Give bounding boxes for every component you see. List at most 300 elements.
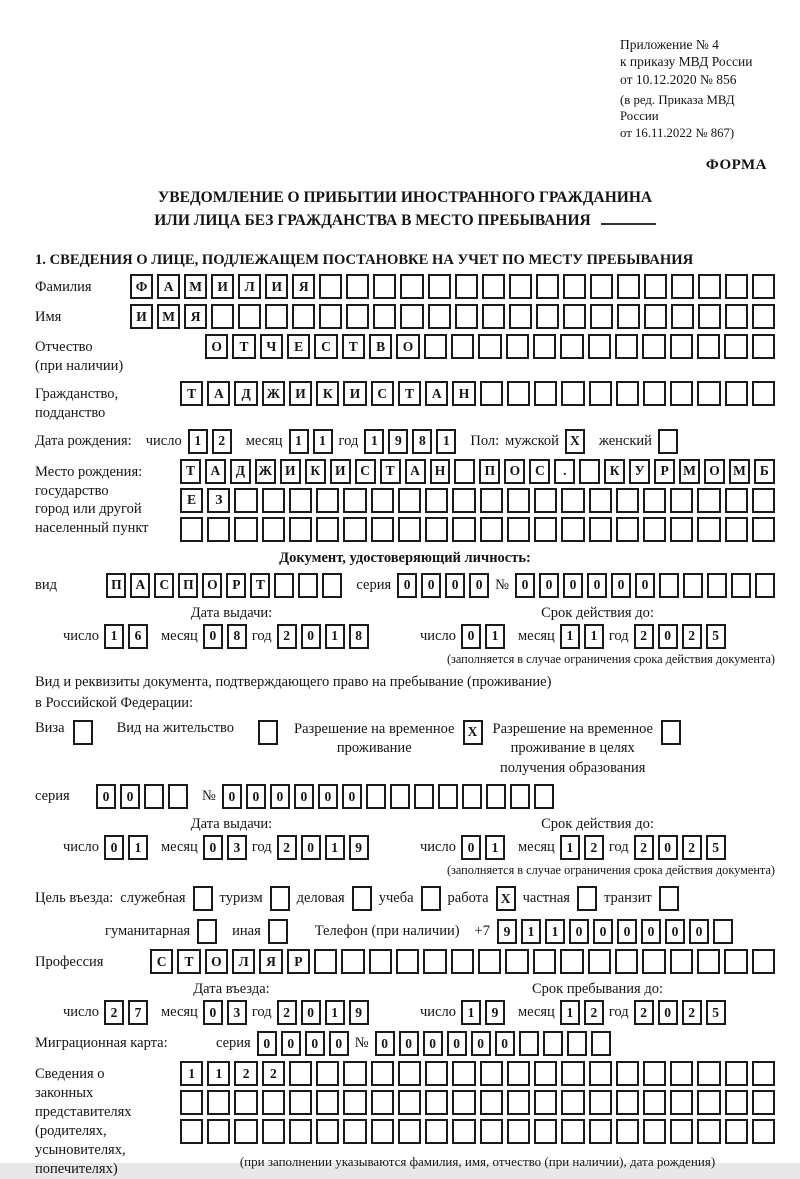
phone-number-cell[interactable]: 9 bbox=[497, 919, 517, 944]
birth-place-line1-cell[interactable]: С bbox=[529, 459, 550, 484]
citizenship-cell[interactable] bbox=[561, 381, 584, 406]
legal-reps-line3-cell[interactable] bbox=[589, 1119, 612, 1144]
legal-reps-line2-cell[interactable] bbox=[180, 1090, 203, 1115]
patronymic-cell[interactable] bbox=[642, 334, 665, 359]
permit-number-cell[interactable] bbox=[486, 784, 506, 809]
profession-cell[interactable] bbox=[752, 949, 775, 974]
permit-number-cell[interactable] bbox=[462, 784, 482, 809]
legal-reps-line3-cell[interactable] bbox=[616, 1119, 639, 1144]
birth-place-line1-cell[interactable]: К bbox=[604, 459, 625, 484]
birth-place-line3-cell[interactable] bbox=[234, 517, 257, 542]
birth-place-line2-cell[interactable] bbox=[234, 488, 257, 513]
patronymic-cell[interactable] bbox=[670, 334, 693, 359]
mig-number-cell[interactable]: 0 bbox=[495, 1031, 515, 1056]
birth-place-line3-cell[interactable] bbox=[534, 517, 557, 542]
legal-reps-line1-cell[interactable] bbox=[725, 1061, 748, 1086]
permit-issue-year-cell[interactable]: 2 bbox=[277, 835, 297, 860]
citizenship-cell[interactable]: К bbox=[316, 381, 339, 406]
birth-year-cell[interactable]: 1 bbox=[436, 429, 456, 454]
doc-kind-cell[interactable]: Р bbox=[226, 573, 246, 598]
birth-day-cell[interactable]: 1 bbox=[188, 429, 208, 454]
legal-reps-line2-cell[interactable] bbox=[316, 1090, 339, 1115]
birth-place-line2-cell[interactable] bbox=[643, 488, 666, 513]
patronymic-cell[interactable] bbox=[506, 334, 529, 359]
mig-series-cell[interactable]: 0 bbox=[257, 1031, 277, 1056]
permit-number-cell[interactable] bbox=[510, 784, 530, 809]
legal-reps-line1-cell[interactable] bbox=[534, 1061, 557, 1086]
surname-cell[interactable] bbox=[373, 274, 396, 299]
legal-reps-line3-cell[interactable] bbox=[534, 1119, 557, 1144]
mig-series-cell[interactable]: 0 bbox=[305, 1031, 325, 1056]
given-name-cell[interactable] bbox=[211, 304, 234, 329]
birth-place-line3-cell[interactable] bbox=[207, 517, 230, 542]
permit-number-cell[interactable]: 0 bbox=[246, 784, 266, 809]
doc-kind-cell[interactable]: С bbox=[154, 573, 174, 598]
surname-cell[interactable] bbox=[536, 274, 559, 299]
patronymic-cell[interactable]: О bbox=[396, 334, 419, 359]
legal-reps-line2-cell[interactable] bbox=[343, 1090, 366, 1115]
surname-cell[interactable] bbox=[752, 274, 775, 299]
citizenship-cell[interactable]: С bbox=[371, 381, 394, 406]
birth-place-line3-cell[interactable] bbox=[697, 517, 720, 542]
surname-cell[interactable]: Я bbox=[292, 274, 315, 299]
given-name-cell[interactable] bbox=[455, 304, 478, 329]
legal-reps-line1-cell[interactable] bbox=[452, 1061, 475, 1086]
permit-issue-month-cell[interactable]: 3 bbox=[227, 835, 247, 860]
mig-series-cell[interactable]: 0 bbox=[329, 1031, 349, 1056]
doc-number-cell[interactable]: 0 bbox=[515, 573, 535, 598]
entry-year-cell[interactable]: 9 bbox=[349, 1000, 369, 1025]
purpose-official-checkbox-cell[interactable] bbox=[193, 886, 213, 911]
given-name-cell[interactable] bbox=[644, 304, 667, 329]
legal-reps-line3-cell[interactable] bbox=[180, 1119, 203, 1144]
legal-reps-line2-cell[interactable] bbox=[643, 1090, 666, 1115]
doc-issue-day-cell[interactable]: 6 bbox=[128, 624, 148, 649]
birth-place-line3-cell[interactable] bbox=[643, 517, 666, 542]
birth-place-line2-cell[interactable]: Е bbox=[180, 488, 203, 513]
permit-series-cell[interactable] bbox=[144, 784, 164, 809]
patronymic-cell[interactable]: О bbox=[205, 334, 228, 359]
permit-number-cell[interactable]: 0 bbox=[318, 784, 338, 809]
permit-issue-month-cell[interactable]: 0 bbox=[203, 835, 223, 860]
profession-cell[interactable] bbox=[670, 949, 693, 974]
birth-place-line1-cell[interactable] bbox=[579, 459, 600, 484]
stay-year-cell[interactable]: 0 bbox=[658, 1000, 678, 1025]
birth-place-line1-cell[interactable]: М bbox=[679, 459, 700, 484]
given-name-cell[interactable] bbox=[373, 304, 396, 329]
stay-day-cell[interactable]: 1 bbox=[461, 1000, 481, 1025]
birth-place-line2-cell[interactable] bbox=[670, 488, 693, 513]
purpose-work-checkbox-cell[interactable]: X bbox=[496, 886, 516, 911]
permit-valid-day-cell[interactable]: 0 bbox=[461, 835, 481, 860]
surname-cell[interactable]: М bbox=[184, 274, 207, 299]
birth-place-line3-cell[interactable] bbox=[343, 517, 366, 542]
profession-cell[interactable] bbox=[505, 949, 528, 974]
citizenship-cell[interactable] bbox=[589, 381, 612, 406]
mig-number-cell[interactable]: 0 bbox=[423, 1031, 443, 1056]
patronymic-cell[interactable] bbox=[752, 334, 775, 359]
citizenship-cell[interactable] bbox=[697, 381, 720, 406]
mig-number-cell[interactable] bbox=[543, 1031, 563, 1056]
phone-number-cell[interactable]: 0 bbox=[689, 919, 709, 944]
permit-valid-month-cell[interactable]: 1 bbox=[560, 835, 580, 860]
legal-reps-line3-cell[interactable] bbox=[343, 1119, 366, 1144]
birth-place-line3-cell[interactable] bbox=[452, 517, 475, 542]
male-checkbox-cell[interactable]: X bbox=[565, 429, 585, 454]
legal-reps-line2-cell[interactable] bbox=[752, 1090, 775, 1115]
patronymic-cell[interactable]: Т bbox=[342, 334, 365, 359]
permit-valid-day-cell[interactable]: 1 bbox=[485, 835, 505, 860]
given-name-cell[interactable] bbox=[400, 304, 423, 329]
mig-number-cell[interactable]: 0 bbox=[471, 1031, 491, 1056]
legal-reps-line3-cell[interactable] bbox=[234, 1119, 257, 1144]
citizenship-cell[interactable]: Д bbox=[234, 381, 257, 406]
surname-cell[interactable] bbox=[698, 274, 721, 299]
permit-series-cell[interactable]: 0 bbox=[120, 784, 140, 809]
legal-reps-line1-cell[interactable] bbox=[697, 1061, 720, 1086]
doc-number-cell[interactable] bbox=[707, 573, 727, 598]
citizenship-cell[interactable]: Т bbox=[398, 381, 421, 406]
permit-number-cell[interactable] bbox=[390, 784, 410, 809]
permit-number-cell[interactable] bbox=[534, 784, 554, 809]
permit-series-cell[interactable] bbox=[168, 784, 188, 809]
profession-cell[interactable]: Я bbox=[259, 949, 282, 974]
birth-place-line3-cell[interactable] bbox=[670, 517, 693, 542]
birth-place-line1-cell[interactable]: А bbox=[405, 459, 426, 484]
citizenship-cell[interactable]: А bbox=[207, 381, 230, 406]
profession-cell[interactable]: Р bbox=[287, 949, 310, 974]
legal-reps-line2-cell[interactable] bbox=[589, 1090, 612, 1115]
visa-checkbox-cell[interactable] bbox=[73, 720, 93, 745]
legal-reps-line2-cell[interactable] bbox=[371, 1090, 394, 1115]
legal-reps-line2-cell[interactable] bbox=[480, 1090, 503, 1115]
permit-number-cell[interactable] bbox=[414, 784, 434, 809]
profession-cell[interactable] bbox=[724, 949, 747, 974]
patronymic-cell[interactable]: С bbox=[314, 334, 337, 359]
doc-valid-year-cell[interactable]: 2 bbox=[634, 624, 654, 649]
doc-valid-month-cell[interactable]: 1 bbox=[560, 624, 580, 649]
doc-kind-cell[interactable] bbox=[322, 573, 342, 598]
legal-reps-line3-cell[interactable] bbox=[697, 1119, 720, 1144]
birth-place-line3-cell[interactable] bbox=[316, 517, 339, 542]
phone-number-cell[interactable]: 0 bbox=[569, 919, 589, 944]
doc-series-cell[interactable]: 0 bbox=[421, 573, 441, 598]
birth-place-line3-cell[interactable] bbox=[616, 517, 639, 542]
permit-valid-year-cell[interactable]: 2 bbox=[682, 835, 702, 860]
surname-cell[interactable] bbox=[455, 274, 478, 299]
entry-month-cell[interactable]: 3 bbox=[227, 1000, 247, 1025]
mig-number-cell[interactable]: 0 bbox=[447, 1031, 467, 1056]
purpose-transit-checkbox-cell[interactable] bbox=[659, 886, 679, 911]
permit-issue-year-cell[interactable]: 0 bbox=[301, 835, 321, 860]
entry-day-cell[interactable]: 7 bbox=[128, 1000, 148, 1025]
doc-number-cell[interactable]: 0 bbox=[611, 573, 631, 598]
legal-reps-line2-cell[interactable] bbox=[561, 1090, 584, 1115]
birth-place-line3-cell[interactable] bbox=[561, 517, 584, 542]
birth-place-line1-cell[interactable]: У bbox=[629, 459, 650, 484]
doc-valid-year-cell[interactable]: 0 bbox=[658, 624, 678, 649]
profession-cell[interactable]: Т bbox=[177, 949, 200, 974]
given-name-cell[interactable] bbox=[265, 304, 288, 329]
legal-reps-line2-cell[interactable] bbox=[697, 1090, 720, 1115]
given-name-cell[interactable]: И bbox=[130, 304, 153, 329]
phone-number-cell[interactable]: 0 bbox=[665, 919, 685, 944]
given-name-cell[interactable] bbox=[752, 304, 775, 329]
doc-series-cell[interactable]: 0 bbox=[445, 573, 465, 598]
legal-reps-line2-cell[interactable] bbox=[425, 1090, 448, 1115]
given-name-cell[interactable] bbox=[428, 304, 451, 329]
permit-valid-year-cell[interactable]: 2 bbox=[634, 835, 654, 860]
mig-number-cell[interactable] bbox=[567, 1031, 587, 1056]
surname-cell[interactable] bbox=[428, 274, 451, 299]
birth-place-line1-cell[interactable]: А bbox=[205, 459, 226, 484]
legal-reps-line2-cell[interactable] bbox=[452, 1090, 475, 1115]
doc-issue-month-cell[interactable]: 0 bbox=[203, 624, 223, 649]
birth-place-line1-cell[interactable]: Т bbox=[180, 459, 201, 484]
doc-number-cell[interactable]: 0 bbox=[563, 573, 583, 598]
phone-number-cell[interactable] bbox=[713, 919, 733, 944]
given-name-cell[interactable]: Я bbox=[184, 304, 207, 329]
surname-cell[interactable]: А bbox=[157, 274, 180, 299]
birth-year-cell[interactable]: 8 bbox=[412, 429, 432, 454]
birth-place-line2-cell[interactable] bbox=[371, 488, 394, 513]
doc-issue-year-cell[interactable]: 8 bbox=[349, 624, 369, 649]
entry-day-cell[interactable]: 2 bbox=[104, 1000, 124, 1025]
birth-place-line1-cell[interactable]: К bbox=[305, 459, 326, 484]
birth-place-line3-cell[interactable] bbox=[589, 517, 612, 542]
birth-year-cell[interactable]: 1 bbox=[364, 429, 384, 454]
birth-year-cell[interactable]: 9 bbox=[388, 429, 408, 454]
legal-reps-line2-cell[interactable] bbox=[398, 1090, 421, 1115]
citizenship-cell[interactable] bbox=[534, 381, 557, 406]
permit-number-cell[interactable] bbox=[438, 784, 458, 809]
legal-reps-line1-cell[interactable] bbox=[670, 1061, 693, 1086]
given-name-cell[interactable] bbox=[238, 304, 261, 329]
profession-cell[interactable] bbox=[533, 949, 556, 974]
birth-place-line1-cell[interactable] bbox=[454, 459, 475, 484]
permit-valid-year-cell[interactable]: 0 bbox=[658, 835, 678, 860]
doc-issue-year-cell[interactable]: 1 bbox=[325, 624, 345, 649]
birth-place-line1-cell[interactable]: Ж bbox=[255, 459, 276, 484]
entry-year-cell[interactable]: 1 bbox=[325, 1000, 345, 1025]
birth-place-line2-cell[interactable] bbox=[316, 488, 339, 513]
birth-place-line1-cell[interactable]: Т bbox=[380, 459, 401, 484]
doc-kind-cell[interactable] bbox=[274, 573, 294, 598]
legal-reps-line2-cell[interactable] bbox=[507, 1090, 530, 1115]
birth-place-line3-cell[interactable] bbox=[752, 517, 775, 542]
citizenship-cell[interactable] bbox=[670, 381, 693, 406]
permit-issue-day-cell[interactable]: 0 bbox=[104, 835, 124, 860]
surname-cell[interactable] bbox=[617, 274, 640, 299]
entry-year-cell[interactable]: 0 bbox=[301, 1000, 321, 1025]
birth-place-line1-cell[interactable]: Н bbox=[430, 459, 451, 484]
patronymic-cell[interactable]: Ч bbox=[260, 334, 283, 359]
profession-cell[interactable] bbox=[588, 949, 611, 974]
mig-number-cell[interactable] bbox=[519, 1031, 539, 1056]
surname-cell[interactable]: Ф bbox=[130, 274, 153, 299]
phone-number-cell[interactable]: 1 bbox=[545, 919, 565, 944]
patronymic-cell[interactable] bbox=[560, 334, 583, 359]
mig-number-cell[interactable] bbox=[591, 1031, 611, 1056]
doc-issue-year-cell[interactable]: 0 bbox=[301, 624, 321, 649]
purpose-private-checkbox-cell[interactable] bbox=[577, 886, 597, 911]
birth-place-line1-cell[interactable]: Р bbox=[654, 459, 675, 484]
legal-reps-line2-cell[interactable] bbox=[534, 1090, 557, 1115]
birth-place-line2-cell[interactable] bbox=[425, 488, 448, 513]
entry-year-cell[interactable]: 2 bbox=[277, 1000, 297, 1025]
patronymic-cell[interactable] bbox=[451, 334, 474, 359]
legal-reps-line1-cell[interactable] bbox=[398, 1061, 421, 1086]
doc-number-cell[interactable]: 0 bbox=[635, 573, 655, 598]
purpose-study-checkbox-cell[interactable] bbox=[421, 886, 441, 911]
female-checkbox-cell[interactable] bbox=[658, 429, 678, 454]
given-name-cell[interactable] bbox=[319, 304, 342, 329]
profession-cell[interactable] bbox=[314, 949, 337, 974]
birth-place-line1-cell[interactable]: О bbox=[504, 459, 525, 484]
given-name-cell[interactable] bbox=[482, 304, 505, 329]
surname-cell[interactable] bbox=[563, 274, 586, 299]
profession-cell[interactable]: О bbox=[205, 949, 228, 974]
permit-number-cell[interactable]: 0 bbox=[270, 784, 290, 809]
citizenship-cell[interactable]: Т bbox=[180, 381, 203, 406]
legal-reps-line2-cell[interactable] bbox=[262, 1090, 285, 1115]
doc-kind-cell[interactable]: П bbox=[178, 573, 198, 598]
birth-place-line2-cell[interactable] bbox=[452, 488, 475, 513]
doc-number-cell[interactable] bbox=[683, 573, 703, 598]
profession-cell[interactable] bbox=[642, 949, 665, 974]
doc-valid-day-cell[interactable]: 0 bbox=[461, 624, 481, 649]
given-name-cell[interactable] bbox=[346, 304, 369, 329]
legal-reps-line1-cell[interactable] bbox=[561, 1061, 584, 1086]
surname-cell[interactable] bbox=[725, 274, 748, 299]
legal-reps-line1-cell[interactable] bbox=[507, 1061, 530, 1086]
legal-reps-line3-cell[interactable] bbox=[289, 1119, 312, 1144]
phone-number-cell[interactable]: 0 bbox=[593, 919, 613, 944]
legal-reps-line1-cell[interactable] bbox=[616, 1061, 639, 1086]
temp-residence-edu-checkbox-cell[interactable] bbox=[661, 720, 681, 745]
permit-number-cell[interactable]: 0 bbox=[294, 784, 314, 809]
doc-issue-year-cell[interactable]: 2 bbox=[277, 624, 297, 649]
legal-reps-line1-cell[interactable] bbox=[589, 1061, 612, 1086]
citizenship-cell[interactable]: Ж bbox=[262, 381, 285, 406]
patronymic-cell[interactable] bbox=[478, 334, 501, 359]
given-name-cell[interactable] bbox=[509, 304, 532, 329]
surname-cell[interactable] bbox=[346, 274, 369, 299]
profession-cell[interactable] bbox=[341, 949, 364, 974]
profession-cell[interactable] bbox=[615, 949, 638, 974]
purpose-other-checkbox-cell[interactable] bbox=[268, 919, 288, 944]
residence-permit-checkbox-cell[interactable] bbox=[258, 720, 278, 745]
purpose-business-checkbox-cell[interactable] bbox=[352, 886, 372, 911]
patronymic-cell[interactable]: В bbox=[369, 334, 392, 359]
birth-place-line1-cell[interactable]: . bbox=[554, 459, 575, 484]
birth-place-line3-cell[interactable] bbox=[289, 517, 312, 542]
citizenship-cell[interactable] bbox=[725, 381, 748, 406]
profession-cell[interactable] bbox=[478, 949, 501, 974]
birth-place-line1-cell[interactable]: П bbox=[479, 459, 500, 484]
phone-number-cell[interactable]: 0 bbox=[641, 919, 661, 944]
patronymic-cell[interactable] bbox=[615, 334, 638, 359]
surname-cell[interactable] bbox=[482, 274, 505, 299]
patronymic-cell[interactable] bbox=[724, 334, 747, 359]
permit-issue-year-cell[interactable]: 1 bbox=[325, 835, 345, 860]
patronymic-cell[interactable] bbox=[424, 334, 447, 359]
given-name-cell[interactable] bbox=[671, 304, 694, 329]
doc-kind-cell[interactable]: О bbox=[202, 573, 222, 598]
birth-place-line2-cell[interactable] bbox=[616, 488, 639, 513]
permit-valid-year-cell[interactable]: 5 bbox=[706, 835, 726, 860]
stay-month-cell[interactable]: 2 bbox=[584, 1000, 604, 1025]
legal-reps-line3-cell[interactable] bbox=[316, 1119, 339, 1144]
stay-month-cell[interactable]: 1 bbox=[560, 1000, 580, 1025]
surname-cell[interactable] bbox=[509, 274, 532, 299]
legal-reps-line3-cell[interactable] bbox=[561, 1119, 584, 1144]
mig-series-cell[interactable]: 0 bbox=[281, 1031, 301, 1056]
citizenship-cell[interactable]: Н bbox=[452, 381, 475, 406]
legal-reps-line2-cell[interactable] bbox=[289, 1090, 312, 1115]
mig-number-cell[interactable]: 0 bbox=[399, 1031, 419, 1056]
doc-number-cell[interactable] bbox=[731, 573, 751, 598]
legal-reps-line3-cell[interactable] bbox=[643, 1119, 666, 1144]
legal-reps-line2-cell[interactable] bbox=[725, 1090, 748, 1115]
legal-reps-line3-cell[interactable] bbox=[398, 1119, 421, 1144]
profession-cell[interactable]: Л bbox=[232, 949, 255, 974]
doc-valid-year-cell[interactable]: 5 bbox=[706, 624, 726, 649]
profession-cell[interactable]: С bbox=[150, 949, 173, 974]
birth-place-line3-cell[interactable] bbox=[507, 517, 530, 542]
given-name-cell[interactable]: М bbox=[157, 304, 180, 329]
legal-reps-line1-cell[interactable] bbox=[343, 1061, 366, 1086]
legal-reps-line3-cell[interactable] bbox=[725, 1119, 748, 1144]
legal-reps-line1-cell[interactable] bbox=[752, 1061, 775, 1086]
surname-cell[interactable] bbox=[319, 274, 342, 299]
patronymic-cell[interactable] bbox=[533, 334, 556, 359]
birth-place-line2-cell[interactable] bbox=[262, 488, 285, 513]
permit-series-cell[interactable]: 0 bbox=[96, 784, 116, 809]
birth-place-line2-cell[interactable] bbox=[534, 488, 557, 513]
birth-place-line2-cell[interactable] bbox=[697, 488, 720, 513]
doc-kind-cell[interactable] bbox=[298, 573, 318, 598]
doc-issue-month-cell[interactable]: 8 bbox=[227, 624, 247, 649]
doc-valid-month-cell[interactable]: 1 bbox=[584, 624, 604, 649]
birth-place-line2-cell[interactable] bbox=[480, 488, 503, 513]
stay-year-cell[interactable]: 2 bbox=[682, 1000, 702, 1025]
permit-issue-day-cell[interactable]: 1 bbox=[128, 835, 148, 860]
legal-reps-line1-cell[interactable]: 1 bbox=[207, 1061, 230, 1086]
legal-reps-line1-cell[interactable] bbox=[425, 1061, 448, 1086]
legal-reps-line1-cell[interactable] bbox=[371, 1061, 394, 1086]
phone-number-cell[interactable]: 1 bbox=[521, 919, 541, 944]
given-name-cell[interactable] bbox=[617, 304, 640, 329]
profession-cell[interactable] bbox=[451, 949, 474, 974]
legal-reps-line2-cell[interactable] bbox=[234, 1090, 257, 1115]
citizenship-cell[interactable] bbox=[752, 381, 775, 406]
surname-cell[interactable] bbox=[671, 274, 694, 299]
temp-residence-checkbox-cell[interactable]: X bbox=[463, 720, 483, 745]
purpose-humanitarian-checkbox-cell[interactable] bbox=[197, 919, 217, 944]
doc-series-cell[interactable]: 0 bbox=[469, 573, 489, 598]
permit-issue-year-cell[interactable]: 9 bbox=[349, 835, 369, 860]
permit-number-cell[interactable]: 0 bbox=[342, 784, 362, 809]
citizenship-cell[interactable] bbox=[643, 381, 666, 406]
legal-reps-line3-cell[interactable] bbox=[207, 1119, 230, 1144]
birth-place-line3-cell[interactable] bbox=[262, 517, 285, 542]
given-name-cell[interactable] bbox=[563, 304, 586, 329]
birth-place-line3-cell[interactable] bbox=[725, 517, 748, 542]
permit-number-cell[interactable] bbox=[366, 784, 386, 809]
doc-kind-cell[interactable]: Т bbox=[250, 573, 270, 598]
legal-reps-line3-cell[interactable] bbox=[371, 1119, 394, 1144]
